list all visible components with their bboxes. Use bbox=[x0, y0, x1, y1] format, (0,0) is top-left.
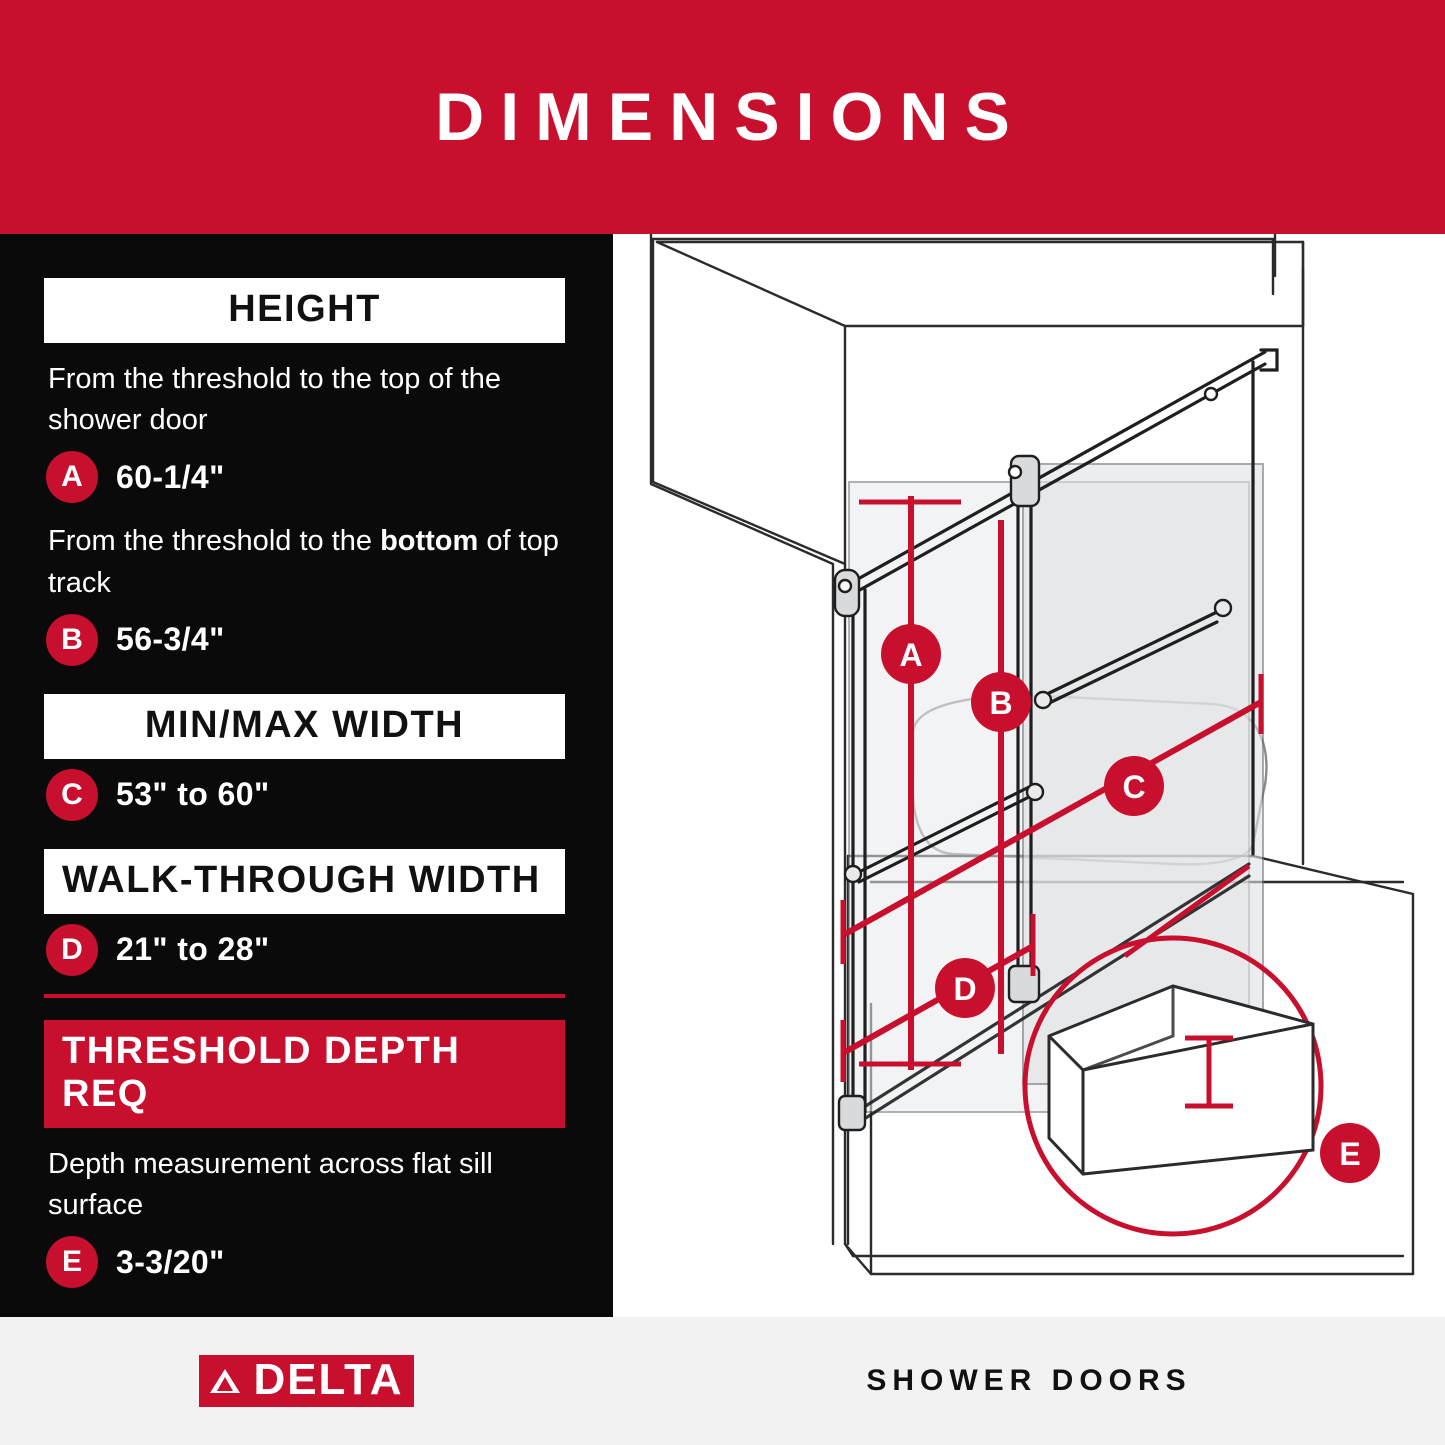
delta-triangle-icon bbox=[199, 1355, 251, 1407]
spec-row-b bbox=[46, 614, 565, 666]
spec-row-d bbox=[46, 924, 565, 976]
badge-a: A bbox=[46, 451, 98, 503]
callout-a bbox=[881, 624, 941, 684]
badge-c: C bbox=[46, 769, 98, 821]
product-illustration bbox=[613, 234, 1445, 1317]
page-header bbox=[0, 0, 1445, 234]
height-description-a: From the threshold to the top of the shower door bbox=[48, 363, 501, 437]
value-a: 60-1/4" bbox=[116, 458, 225, 495]
page-title: DIMENSIONS bbox=[435, 79, 1026, 155]
callout-b bbox=[971, 672, 1031, 732]
callout-c-label: C bbox=[1122, 769, 1146, 805]
height-description-b-bold: bottom bbox=[380, 525, 479, 558]
height-description-b-pre: From the threshold to the bbox=[48, 525, 381, 558]
spec-row-a bbox=[46, 451, 565, 503]
page-footer bbox=[0, 1317, 1445, 1445]
triangle-icon bbox=[208, 1366, 242, 1396]
badge-b: B bbox=[46, 614, 98, 666]
shower-door-drawing bbox=[613, 234, 1445, 1317]
callout-a-label: A bbox=[899, 637, 923, 673]
callout-c bbox=[1104, 756, 1164, 816]
callout-d-label: D bbox=[953, 971, 977, 1007]
footer-brand-area bbox=[0, 1317, 613, 1445]
threshold-description: Depth measurement across flat sill surface bbox=[48, 1147, 493, 1221]
spec-row-c bbox=[46, 769, 565, 821]
section-header-threshold: THRESHOLD DEPTH REQ bbox=[44, 1020, 565, 1128]
callout-e-label: E bbox=[1339, 1136, 1361, 1172]
value-e: 3-3/20" bbox=[116, 1243, 225, 1280]
section-header-width: MIN/MAX WIDTH bbox=[44, 694, 565, 759]
section-divider bbox=[44, 994, 565, 998]
footer-category-area bbox=[613, 1317, 1445, 1445]
section-header-height: HEIGHT bbox=[44, 278, 565, 343]
callout-e bbox=[1320, 1123, 1380, 1183]
value-c: 53" to 60" bbox=[116, 776, 270, 813]
badge-e: E bbox=[46, 1236, 98, 1288]
height-description-b bbox=[48, 521, 560, 603]
value-b: 56-3/4" bbox=[116, 621, 225, 658]
delta-wordmark: DELTA bbox=[251, 1355, 413, 1407]
delta-logo bbox=[199, 1355, 413, 1407]
callout-b-label: B bbox=[989, 685, 1013, 721]
height-description-b-post: of top track bbox=[48, 525, 559, 599]
footer-category-label: SHOWER DOORS bbox=[866, 1364, 1192, 1397]
callout-d bbox=[935, 958, 995, 1018]
value-d: 21" to 28" bbox=[116, 931, 270, 968]
badge-d: D bbox=[46, 924, 98, 976]
section-header-walkthrough: WALK-THROUGH WIDTH bbox=[44, 849, 565, 914]
specs-panel bbox=[0, 234, 613, 1317]
spec-row-e bbox=[46, 1236, 565, 1288]
